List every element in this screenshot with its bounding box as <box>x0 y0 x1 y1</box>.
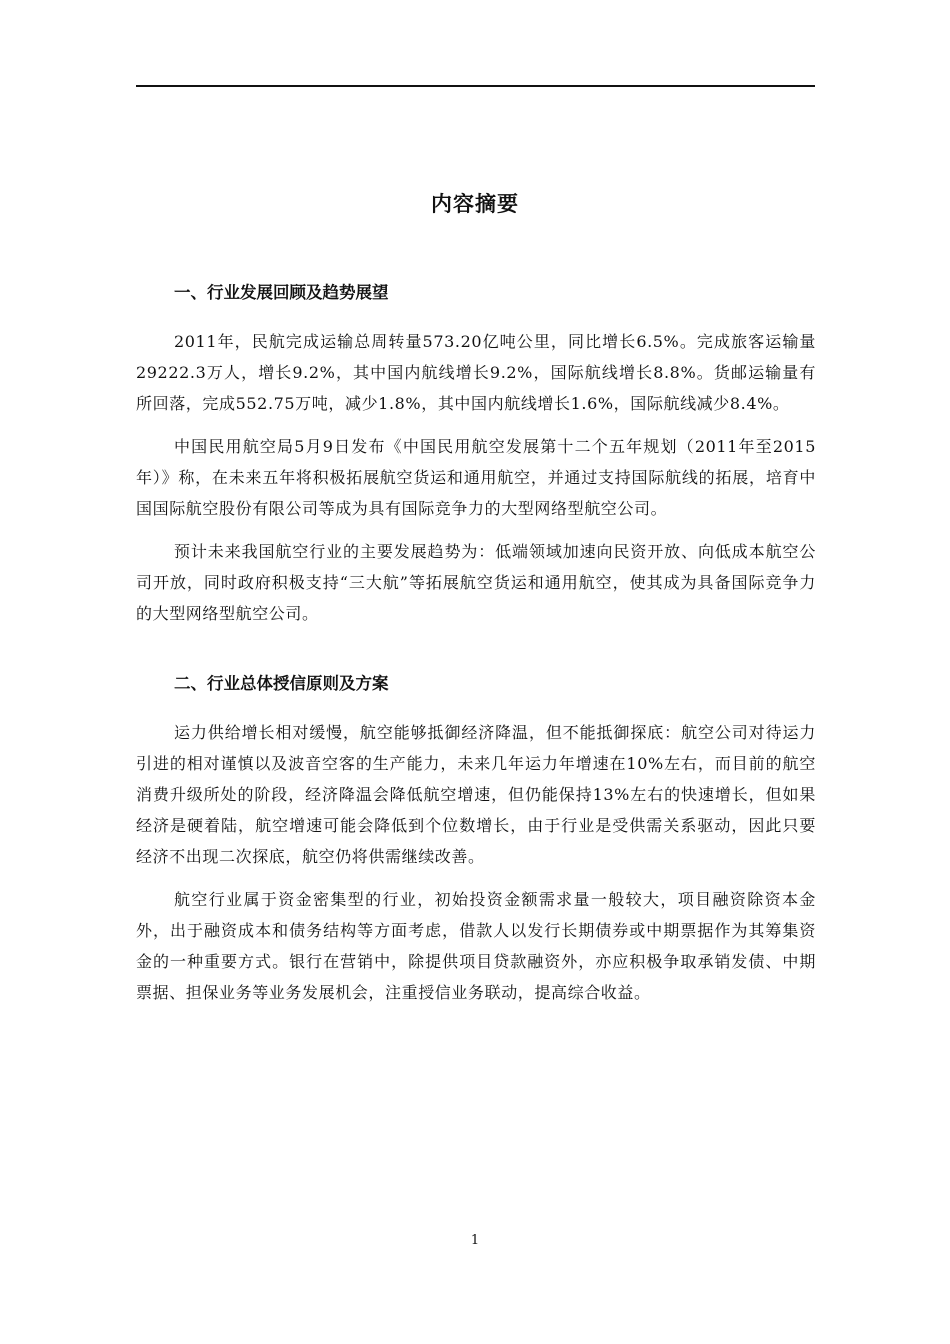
page-title: 内容摘要 <box>431 192 519 217</box>
paragraph: 中国民用航空局5月9日发布《中国民用航空发展第十二个五年规划（2011年至2015年）》称，在未来五年将积极拓展航空货运和通用航空，并通过支持国际航线的拓展，培育中国国际航空股份有限公司等成为具有国际竞争力的大型网络型航空公司。 <box>136 437 816 518</box>
section-heading-2: 二、行业总体授信原则及方案 <box>174 674 389 693</box>
paragraph: 运力供给增长相对缓慢，航空能够抵御经济降温，但不能抵御探底：航空公司对待运力引进的相对谨慎以及波音空客的生产能力，未来几年运力年增速在10%左右，而目前的航空消费升级所处的阶段，经济降温会降低航空增速，但仍能保持13%左右的快速增长，但如果经济是硬着陆，航空增速可能会降低到个位数增长，由于行业是受供需关系驱动，因此只要经济不出现二次探底，航空仍将供需继续改善。 <box>136 723 816 866</box>
document-body <box>136 276 816 1008</box>
paragraph: 预计未来我国航空行业的主要发展趋势为：低端领域加速向民资开放、向低成本航空公司开放，同时政府积极支持“三大航”等拓展航空货运和通用航空，使其成为具备国际竞争力的大型网络型航空公司。 <box>136 542 816 623</box>
section-heading-1: 一、行业发展回顾及趋势展望 <box>174 283 389 302</box>
paragraph: 航空行业属于资金密集型的行业，初始投资金额需求量一般较大，项目融资除资本金外，出于融资成本和债务结构等方面考虑，借款人以发行长期债券或中期票据作为其筹集资金的一种重要方式。银行在营销中，除提供项目贷款融资外，亦应积极争取承销发债、中期票据、担保业务等业务发展机会，注重授信业务联动，提高综合收益。 <box>136 890 816 1002</box>
header-rule <box>136 85 815 87</box>
paragraph: 2011年，民航完成运输总周转量573.20亿吨公里，同比增长6.5%。完成旅客运输量29222.3万人，增长9.2%，其中国内航线增长9.2%，国际航线增长8.8%。货邮运输量有所回落，完成552.75万吨，减少1.8%，其中国内航线增长1.6%，国际航线减少8.4%。 <box>136 332 816 413</box>
page-number: 1 <box>470 1233 480 1248</box>
section-spacer <box>136 629 816 667</box>
